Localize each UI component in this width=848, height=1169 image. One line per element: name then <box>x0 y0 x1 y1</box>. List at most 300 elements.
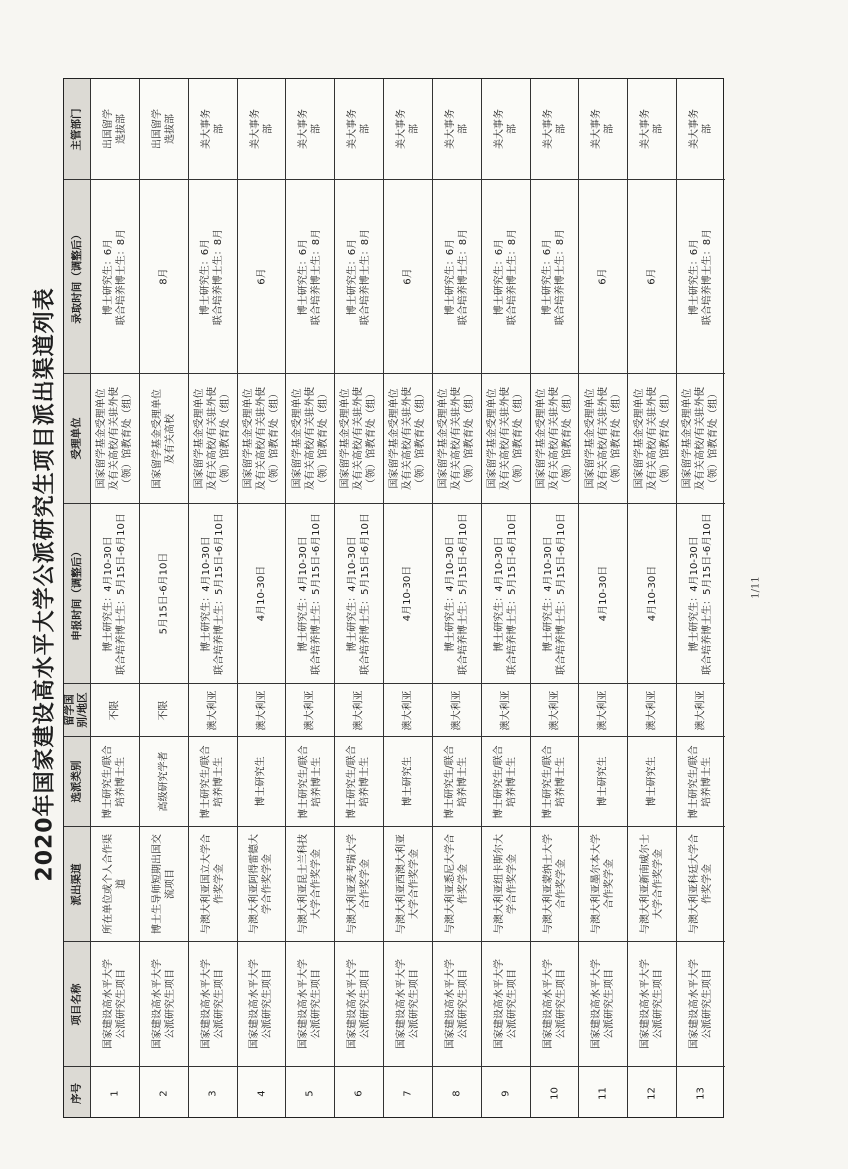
cell-text: 博士研究生：6月 <box>444 238 456 315</box>
cell-text: 公派研究生项目 <box>702 969 714 1039</box>
cell-text: 及有关高校/有关驻外使 <box>353 386 365 491</box>
cell-text: 2 <box>158 1089 170 1097</box>
cell-channel <box>335 826 383 941</box>
cell-country <box>335 683 383 736</box>
cell-admit-time <box>482 179 530 373</box>
table-row <box>188 79 237 1117</box>
cell-category <box>531 736 579 826</box>
cell-project-name <box>140 941 188 1066</box>
cell-text: 及有关高校/有关驻外使 <box>597 386 609 491</box>
cell-text: 合作奖学金 <box>360 859 372 909</box>
cell-admit-time <box>677 179 725 373</box>
cell-category <box>140 736 188 826</box>
cell-text: 博士研究生：6月 <box>542 238 554 315</box>
cell-text: 联合培养博士生：5月15日-6月10日 <box>457 512 469 675</box>
table-header-row <box>64 79 90 1117</box>
cell-country <box>286 683 334 736</box>
channel-table <box>63 78 724 1118</box>
cell-text: 博士生导师短期出国交 <box>151 834 163 934</box>
cell-text: 流项目 <box>164 869 176 899</box>
cell-text: 作奖学金 <box>213 864 225 904</box>
cell-text: （领）馆教育处（组） <box>317 388 329 489</box>
cell-project-name <box>189 941 237 1066</box>
cell-admit-time <box>579 179 627 373</box>
cell-text: 联合培养博士生：5月15日-6月10日 <box>360 512 372 675</box>
cell-text: （领）馆教育处（组） <box>562 388 574 489</box>
cell-channel <box>628 826 676 941</box>
cell-text: 博士研究生 <box>646 756 658 807</box>
cell-text: 与澳大利亚科廷大学合 <box>689 834 701 934</box>
header-number <box>64 1066 90 1119</box>
cell-text: 出国留学 <box>102 109 114 149</box>
cell-text: 联合培养博士生：8月 <box>115 228 127 325</box>
cell-project-name <box>335 941 383 1066</box>
cell-text: 国家建设高水平大学 <box>640 959 652 1049</box>
cell-text: 留学国 <box>64 694 76 726</box>
cell-text: 4 <box>255 1089 267 1097</box>
cell-accept-unit <box>286 373 334 503</box>
cell-text: 受理单位 <box>70 417 83 460</box>
cell-number <box>189 1066 237 1119</box>
cell-admit-time <box>238 179 286 373</box>
cell-admit-time <box>189 179 237 373</box>
cell-category <box>384 736 432 826</box>
cell-text: 国家建设高水平大学 <box>249 959 261 1049</box>
table-row <box>530 79 579 1117</box>
cell-text: 国家留学基金受理单位 <box>242 388 254 489</box>
cell-text: 博士研究生/联合 <box>689 744 701 819</box>
cell-text: 联合培养博士生：8月 <box>702 228 714 325</box>
cell-text: 学合作奖学金 <box>506 854 518 914</box>
cell-accept-unit <box>531 373 579 503</box>
cell-apply-time <box>628 503 676 683</box>
cell-country <box>482 683 530 736</box>
cell-text: 4月10-30日 <box>255 565 267 622</box>
cell-text: 培养博士生 <box>311 756 323 807</box>
cell-text: 13 <box>695 1086 707 1100</box>
cell-department <box>482 79 530 179</box>
cell-country <box>238 683 286 736</box>
cell-number <box>579 1066 627 1119</box>
cell-accept-unit <box>238 373 286 503</box>
cell-text: 博士研究生：4月10-30日 <box>542 535 554 652</box>
cell-text: 培养博士生 <box>555 756 567 807</box>
cell-text: 及有关高校/有关驻外使 <box>304 386 316 491</box>
cell-text: 博士研究生：4月10-30日 <box>493 535 505 652</box>
cell-text: 部 <box>555 124 567 134</box>
cell-text: 选拔部 <box>164 114 176 144</box>
cell-country <box>91 683 139 736</box>
cell-apply-time <box>531 503 579 683</box>
cell-text: 培养博士生 <box>506 756 518 807</box>
cell-department <box>384 79 432 179</box>
cell-text: 序号 <box>70 1082 83 1104</box>
cell-text: （领）馆教育处（组） <box>415 388 427 489</box>
cell-text: 国家留学基金受理单位 <box>438 388 450 489</box>
cell-number <box>140 1066 188 1119</box>
cell-department <box>238 79 286 179</box>
cell-accept-unit <box>189 373 237 503</box>
cell-text: 国家建设高水平大学 <box>347 959 359 1049</box>
cell-department <box>91 79 139 179</box>
cell-apply-time <box>238 503 286 683</box>
cell-text: 美大事务 <box>640 109 652 149</box>
cell-text: （领）馆教育处（组） <box>659 388 671 489</box>
cell-text: 国家建设高水平大学 <box>542 959 554 1049</box>
cell-text: 国家建设高水平大学 <box>200 959 212 1049</box>
cell-text: 与澳大利亚阿得雷德大 <box>249 834 261 934</box>
cell-accept-unit <box>677 373 725 503</box>
cell-text: 国家留学基金受理单位 <box>487 388 499 489</box>
cell-text: （领）馆教育处（组） <box>610 388 622 489</box>
cell-text: 合作奖学金 <box>604 859 616 909</box>
cell-text: 国家建设高水平大学 <box>395 959 407 1049</box>
cell-text: 培养博士生 <box>115 756 127 807</box>
cell-text: 7 <box>402 1089 414 1097</box>
cell-text: 与澳大利亚新南威尔士 <box>640 834 652 934</box>
cell-channel <box>433 826 481 941</box>
cell-text: 公派研究生项目 <box>360 969 372 1039</box>
cell-text: 公派研究生项目 <box>408 969 420 1039</box>
cell-text: 与澳大利亚墨尔本大学 <box>591 834 603 934</box>
cell-text: 澳大利亚 <box>402 690 414 730</box>
cell-text: 所在单位或个人合作渠 <box>102 834 114 934</box>
cell-category <box>628 736 676 826</box>
cell-text: 博士研究生/联合 <box>102 744 114 819</box>
cell-text: 4月10-30日 <box>646 565 658 622</box>
cell-text: 与澳大利亚悉尼大学合 <box>444 834 456 934</box>
cell-category <box>433 736 481 826</box>
cell-text: 联合培养博士生：8月 <box>555 228 567 325</box>
cell-channel <box>531 826 579 941</box>
cell-category <box>579 736 627 826</box>
cell-text: 9 <box>500 1089 512 1097</box>
cell-channel <box>91 826 139 941</box>
cell-apply-time <box>433 503 481 683</box>
cell-text: 5月15日-6月10日 <box>158 552 170 635</box>
cell-text: 及有关高校/有关驻外使 <box>207 386 219 491</box>
cell-apply-time <box>335 503 383 683</box>
table-row <box>334 79 383 1117</box>
cell-text: 6 <box>353 1089 365 1097</box>
cell-text: 合作奖学金 <box>555 859 567 909</box>
cell-apply-time <box>189 503 237 683</box>
cell-apply-time <box>579 503 627 683</box>
cell-country <box>579 683 627 736</box>
table-row <box>383 79 432 1117</box>
cell-text: 公派研究生项目 <box>555 969 567 1039</box>
cell-text: 与澳大利亚昆士兰科技 <box>298 834 310 934</box>
cell-text: 澳大利亚 <box>353 690 365 730</box>
cell-text: 不限 <box>109 700 121 720</box>
cell-department <box>335 79 383 179</box>
cell-admit-time <box>628 179 676 373</box>
cell-country <box>531 683 579 736</box>
cell-text: 博士研究生：6月 <box>689 238 701 315</box>
cell-text: 及有关高校/有关驻外使 <box>451 386 463 491</box>
cell-text: 派出渠道 <box>70 863 83 905</box>
cell-text: 博士研究生：4月10-30日 <box>102 535 114 652</box>
cell-text: 主管部门 <box>70 108 83 150</box>
cell-project-name <box>286 941 334 1066</box>
cell-country <box>433 683 481 736</box>
cell-project-name <box>579 941 627 1066</box>
cell-text: 8月 <box>158 268 170 285</box>
cell-text: 澳大利亚 <box>695 690 707 730</box>
cell-accept-unit <box>140 373 188 503</box>
cell-text: 联合培养博士生：5月15日-6月10日 <box>213 512 225 675</box>
cell-text: 美大事务 <box>200 109 212 149</box>
cell-accept-unit <box>628 373 676 503</box>
cell-department <box>433 79 481 179</box>
cell-number <box>677 1066 725 1119</box>
cell-text: 联合培养博士生：5月15日-6月10日 <box>506 512 518 675</box>
cell-text: 国家留学基金受理单位 <box>389 388 401 489</box>
cell-text: 澳大利亚 <box>304 690 316 730</box>
cell-accept-unit <box>579 373 627 503</box>
cell-text: 别/地区 <box>77 692 89 728</box>
cell-accept-unit <box>433 373 481 503</box>
cell-text: 及有关高校/有关驻外使 <box>255 386 267 491</box>
header-project-name <box>64 941 90 1066</box>
cell-text: 美大事务 <box>347 109 359 149</box>
cell-text: 国家建设高水平大学 <box>444 959 456 1049</box>
header-department <box>64 79 90 179</box>
cell-number <box>91 1066 139 1119</box>
cell-apply-time <box>91 503 139 683</box>
cell-channel <box>384 826 432 941</box>
cell-text: 部 <box>604 124 616 134</box>
header-accept-unit <box>64 373 90 503</box>
cell-text: 澳大利亚 <box>207 690 219 730</box>
cell-category <box>482 736 530 826</box>
cell-admit-time <box>140 179 188 373</box>
table-row <box>237 79 286 1117</box>
cell-text: 作奖学金 <box>702 864 714 904</box>
cell-project-name <box>677 941 725 1066</box>
cell-text: 博士研究生：6月 <box>102 238 114 315</box>
cell-text: 博士研究生：4月10-30日 <box>347 535 359 652</box>
cell-apply-time <box>286 503 334 683</box>
table-row <box>578 79 627 1117</box>
cell-text: 澳大利亚 <box>549 690 561 730</box>
cell-text: （领）馆教育处（组） <box>366 388 378 489</box>
cell-text: 国家建设高水平大学 <box>298 959 310 1049</box>
cell-text: 及有关高校/有关驻外使 <box>500 386 512 491</box>
table-row <box>627 79 676 1117</box>
cell-category <box>335 736 383 826</box>
cell-text: 公派研究生项目 <box>457 969 469 1039</box>
cell-text: 6月 <box>646 268 658 285</box>
cell-number <box>238 1066 286 1119</box>
cell-text: 4月10-30日 <box>402 565 414 622</box>
cell-text: 公派研究生项目 <box>262 969 274 1039</box>
cell-category <box>238 736 286 826</box>
cell-admit-time <box>433 179 481 373</box>
cell-text: 澳大利亚 <box>451 690 463 730</box>
cell-text: 6月 <box>402 268 414 285</box>
cell-project-name <box>531 941 579 1066</box>
cell-text: 博士研究生：6月 <box>493 238 505 315</box>
cell-text: 联合培养博士生：5月15日-6月10日 <box>115 512 127 675</box>
cell-text: 美大事务 <box>689 109 701 149</box>
cell-text: 申报时间（调整后） <box>70 546 83 641</box>
cell-number <box>628 1066 676 1119</box>
table-row <box>432 79 481 1117</box>
cell-department <box>628 79 676 179</box>
cell-text: 与澳大利亚麦考瑞大学 <box>347 834 359 934</box>
cell-text: 10 <box>549 1086 561 1100</box>
cell-admit-time <box>91 179 139 373</box>
cell-number <box>286 1066 334 1119</box>
cell-text: 与澳大利亚国立大学合 <box>200 834 212 934</box>
table-row <box>676 79 725 1117</box>
cell-text: 美大事务 <box>249 109 261 149</box>
cell-text: 国家建设高水平大学 <box>151 959 163 1049</box>
cell-text: （领）馆教育处（组） <box>268 388 280 489</box>
cell-country <box>140 683 188 736</box>
cell-accept-unit <box>91 373 139 503</box>
cell-admit-time <box>384 179 432 373</box>
cell-text: 培养博士生 <box>702 756 714 807</box>
table-row <box>90 79 139 1117</box>
cell-text: 选派类别 <box>70 760 83 803</box>
cell-text: 国家建设高水平大学 <box>102 959 114 1049</box>
cell-text: 出国留学 <box>151 109 163 149</box>
cell-category <box>677 736 725 826</box>
cell-text: 及有关高校/有关驻外使 <box>109 386 121 491</box>
cell-channel <box>238 826 286 941</box>
cell-number <box>384 1066 432 1119</box>
cell-text: 及有关高校/有关驻外使 <box>646 386 658 491</box>
cell-text: 部 <box>457 124 469 134</box>
cell-text: 国家留学基金受理单位 <box>536 388 548 489</box>
cell-apply-time <box>384 503 432 683</box>
cell-accept-unit <box>335 373 383 503</box>
cell-text: 及有关高校 <box>164 413 176 464</box>
cell-apply-time <box>140 503 188 683</box>
cell-department <box>140 79 188 179</box>
cell-accept-unit <box>384 373 432 503</box>
cell-text: 博士研究生：4月10-30日 <box>200 535 212 652</box>
cell-admit-time <box>335 179 383 373</box>
cell-text: 与澳大利亚纽卡斯尔大 <box>493 834 505 934</box>
cell-channel <box>140 826 188 941</box>
cell-text: （领）馆教育处（组） <box>513 388 525 489</box>
cell-accept-unit <box>482 373 530 503</box>
cell-text: 项目名称 <box>70 983 83 1025</box>
cell-text: （领）馆教育处（组） <box>122 388 134 489</box>
cell-text: 博士研究生：4月10-30日 <box>689 535 701 652</box>
cell-text: 联合培养博士生：5月15日-6月10日 <box>702 512 714 675</box>
header-country <box>64 683 90 736</box>
cell-text: 与澳大利亚西澳大利亚 <box>395 834 407 934</box>
cell-country <box>677 683 725 736</box>
cell-number <box>531 1066 579 1119</box>
cell-text: 澳大利亚 <box>500 690 512 730</box>
cell-text: 公派研究生项目 <box>653 969 665 1039</box>
cell-text: 国家留学基金受理单位 <box>291 388 303 489</box>
cell-text: 博士研究生 <box>402 756 414 807</box>
cell-text: 博士研究生：6月 <box>347 238 359 315</box>
cell-text: 美大事务 <box>298 109 310 149</box>
cell-project-name <box>482 941 530 1066</box>
cell-text: 作奖学金 <box>457 864 469 904</box>
cell-text: 联合培养博士生：8月 <box>457 228 469 325</box>
cell-text: 博士研究生：6月 <box>298 238 310 315</box>
cell-text: 博士研究生/联合 <box>298 744 310 819</box>
cell-channel <box>189 826 237 941</box>
cell-text: 部 <box>311 124 323 134</box>
cell-text: 12 <box>646 1086 658 1100</box>
cell-text: 博士研究生：4月10-30日 <box>298 535 310 652</box>
cell-text: 博士研究生/联合 <box>542 744 554 819</box>
cell-text: 联合培养博士生：8月 <box>360 228 372 325</box>
cell-text: 国家建设高水平大学 <box>493 959 505 1049</box>
cell-text: 及有关高校/有关驻外使 <box>402 386 414 491</box>
header-apply-time <box>64 503 90 683</box>
cell-text: 澳大利亚 <box>646 690 658 730</box>
cell-department <box>189 79 237 179</box>
cell-text: 11 <box>597 1086 609 1100</box>
header-admit-time <box>64 179 90 373</box>
cell-text: 公派研究生项目 <box>213 969 225 1039</box>
cell-text: 国家留学基金受理单位 <box>340 388 352 489</box>
cell-number <box>335 1066 383 1119</box>
cell-text: 博士研究生：6月 <box>200 238 212 315</box>
cell-text: 美大事务 <box>395 109 407 149</box>
cell-text: 联合培养博士生：5月15日-6月10日 <box>555 512 567 675</box>
cell-admit-time <box>531 179 579 373</box>
cell-category <box>286 736 334 826</box>
cell-text: 6月 <box>255 268 267 285</box>
cell-text: 学合作奖学金 <box>262 854 274 914</box>
cell-text: 公派研究生项目 <box>311 969 323 1039</box>
cell-text: 博士研究生/联合 <box>200 744 212 819</box>
cell-text: 国家留学基金受理单位 <box>584 388 596 489</box>
cell-text: 公派研究生项目 <box>604 969 616 1039</box>
table-row <box>139 79 188 1117</box>
cell-channel <box>286 826 334 941</box>
cell-text: 国家建设高水平大学 <box>689 959 701 1049</box>
cell-text: 部 <box>506 124 518 134</box>
cell-text: 博士研究生：4月10-30日 <box>444 535 456 652</box>
cell-text: 培养博士生 <box>360 756 372 807</box>
page-title-text: 2020年国家建设高水平大学公派研究生项目派出渠道列表 <box>32 287 58 882</box>
cell-text: 部 <box>702 124 714 134</box>
cell-text: 部 <box>262 124 274 134</box>
cell-number <box>482 1066 530 1119</box>
cell-text: 博士研究生/联合 <box>444 744 456 819</box>
cell-text: 1 <box>109 1089 121 1097</box>
cell-text: 国家留学基金受理单位 <box>682 388 694 489</box>
cell-department <box>286 79 334 179</box>
cell-text: 美大事务 <box>493 109 505 149</box>
cell-text: 不限 <box>158 700 170 720</box>
cell-text: 博士研究生 <box>255 756 267 807</box>
cell-channel <box>482 826 530 941</box>
cell-text: 澳大利亚 <box>255 690 267 730</box>
cell-project-name <box>433 941 481 1066</box>
table-row <box>481 79 530 1117</box>
cell-text: 录取时间（调整后） <box>70 229 83 324</box>
cell-country <box>628 683 676 736</box>
cell-text: 6月 <box>597 268 609 285</box>
cell-text: （领）馆教育处（组） <box>220 388 232 489</box>
cell-text: 公派研究生项目 <box>164 969 176 1039</box>
cell-text: 道 <box>115 879 127 889</box>
cell-apply-time <box>677 503 725 683</box>
